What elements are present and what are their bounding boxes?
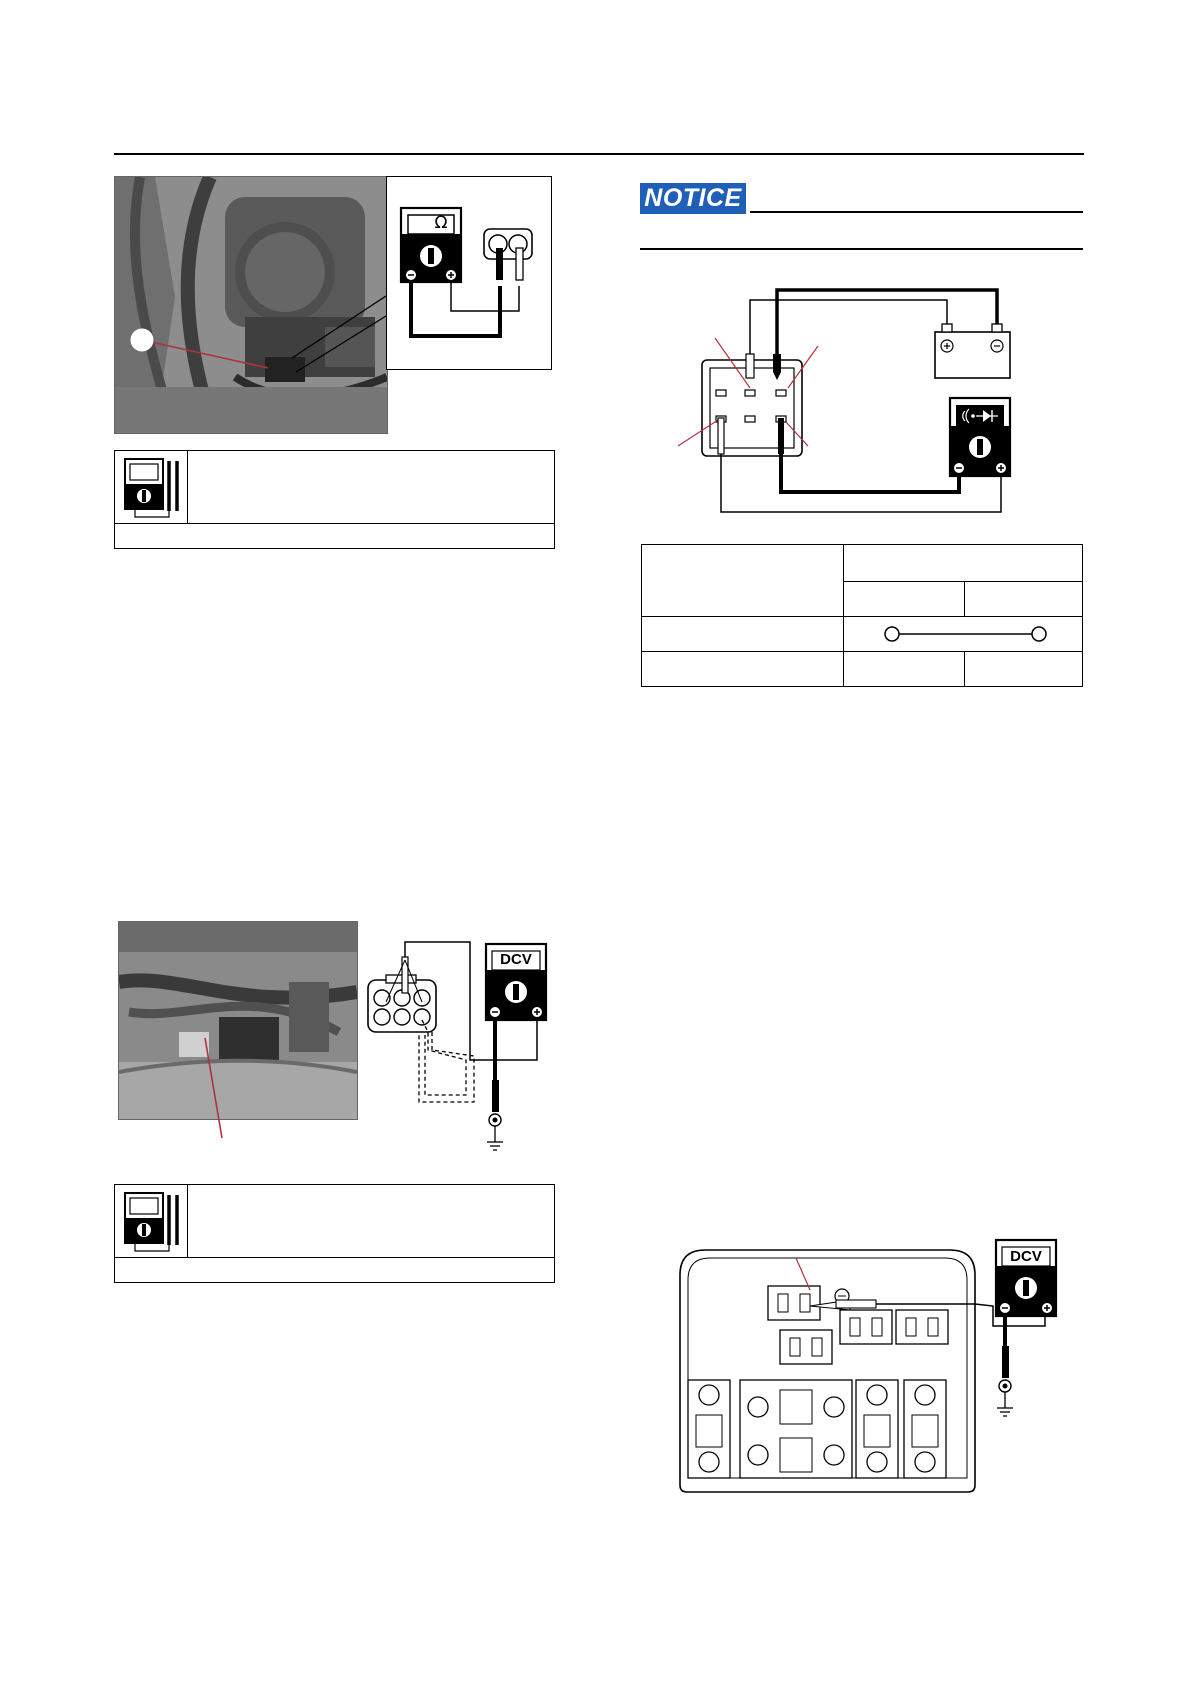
fuse-box-dcv-diagram (660, 1240, 1080, 1500)
relay-continuity-diagram (660, 280, 1000, 520)
dcv-label-2: DCV (1010, 1248, 1042, 1265)
continuity-table-row-2-col-2 (965, 652, 1083, 687)
continuity-table-row-2-label (642, 652, 844, 687)
continuity-table-header-col-1 (844, 582, 965, 617)
ohm-symbol: Ω (434, 213, 448, 233)
spec-box-2 (114, 1184, 555, 1283)
continuity-table-header-col-2 (965, 582, 1083, 617)
continuity-table-row-1-continuity (844, 617, 1083, 652)
continuity-connection-symbol (844, 617, 1064, 651)
multimeter-icon (115, 1185, 187, 1257)
continuity-table-row-2-col-1 (844, 652, 965, 687)
continuity-table-header-terminal (642, 545, 844, 617)
notice-badge: NOTICE (640, 183, 746, 214)
notice-rule-bottom (640, 248, 1083, 250)
continuity-table-row-1-label (642, 617, 844, 652)
continuity-table-header-group (844, 545, 1083, 582)
continuity-table (641, 544, 1083, 687)
notice-rule-top (750, 211, 1083, 213)
dcv-label-1: DCV (500, 951, 532, 968)
